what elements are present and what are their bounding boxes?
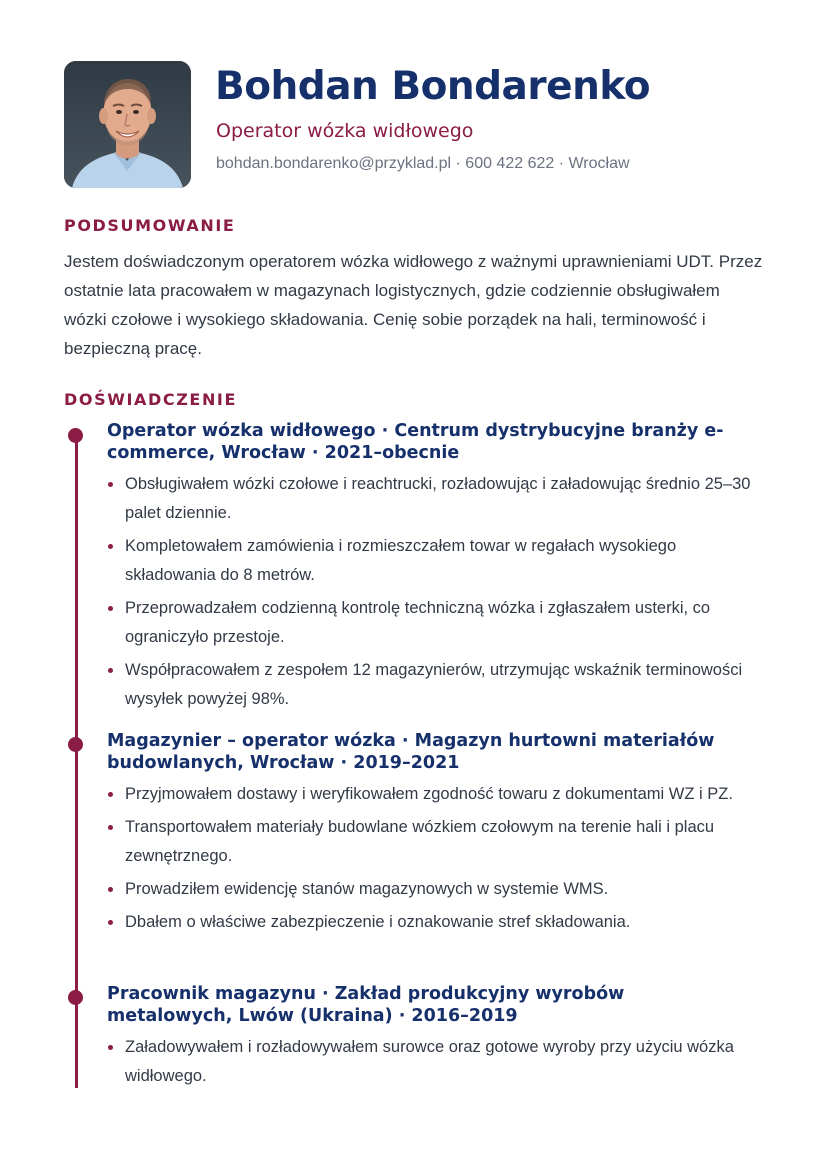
- job-title: Magazynier – operator wózka · Magazyn hurtowni materiałów budowlanych, Wrocław · 2019–2021: [107, 731, 715, 773]
- portrait-illustration: [64, 61, 191, 188]
- job-entry: [107, 983, 767, 1095]
- job-bullets: [107, 1033, 767, 1091]
- bullet-icon: [108, 606, 113, 611]
- bullet-text: Dbałem o właściwe zabezpieczenie i oznakowanie stref składowania.: [125, 913, 631, 931]
- bullet-icon: [108, 482, 113, 487]
- timeline-dot: [68, 990, 83, 1005]
- experience-heading: DOŚWIADCZENIE: [64, 390, 238, 409]
- profile-photo: [64, 61, 191, 188]
- bullet-icon: [108, 887, 113, 892]
- bullet-text: Przyjmowałem dostawy i weryfikowałem zgodność towaru z dokumentami WZ i PZ.: [125, 785, 733, 803]
- timeline-dot: [68, 737, 83, 752]
- timeline-dot: [68, 428, 83, 443]
- list-item: [107, 594, 767, 652]
- contact-line: bohdan.bondarenko@przyklad.pl · 600 422 622 · Wrocław: [216, 155, 630, 172]
- bullet-text: Kompletowałem zamówienia i rozmieszczałem towar w regałach wysokiego składowania do 8 metrów.: [125, 537, 677, 584]
- list-item: [107, 1033, 767, 1091]
- summary-text: Jestem doświadczonym operatorem wózka widłowego z ważnymi uprawnieniami UDT. Przez ostatnie lata pracowałem w magazynach logistycznych, gdzie codziennie obsługiwałem wózki czołowe i wysokiego składowania. Cenię sobie porządek na hali, terminowość i bezpieczną pracę.: [64, 252, 763, 358]
- job-bullets: [107, 780, 767, 937]
- bullet-text: Obsługiwałem wózki czołowe i reachtrucki, rozładowując i załadowując średnio 25–30 palet dziennie.: [125, 475, 751, 522]
- bullet-icon: [108, 825, 113, 830]
- list-item: [107, 908, 767, 937]
- list-item: [107, 780, 767, 809]
- bullet-text: Załadowywałem i rozładowywałem surowce oraz gotowe wyroby przy użyciu wózka widłowego.: [125, 1038, 734, 1085]
- bullet-text: Prowadziłem ewidencję stanów magazynowych w systemie WMS.: [125, 880, 609, 898]
- job-entry: [107, 420, 767, 718]
- list-item: [107, 875, 767, 904]
- bullet-icon: [108, 920, 113, 925]
- bullet-icon: [108, 792, 113, 797]
- list-item: [107, 813, 767, 871]
- bullet-text: Przeprowadzałem codzienną kontrolę techniczną wózka i zgłaszałem usterki, co ograniczyło przestoje.: [125, 599, 711, 646]
- bullet-text: Transportowałem materiały budowlane wózkiem czołowym na terenie hali i placu zewnętrznego.: [125, 818, 715, 865]
- candidate-name: Bohdan Bondarenko: [215, 64, 651, 109]
- bullet-text: Współpracowałem z zespołem 12 magazynierów, utrzymując wskaźnik terminowości wysyłek powyżej 98%.: [125, 661, 743, 708]
- summary-heading: PODSUMOWANIE: [64, 216, 236, 235]
- job-title: Operator wózka widłowego · Centrum dystrybucyjne branży e-commerce, Wrocław · 2021–obecnie: [107, 421, 724, 463]
- bullet-icon: [108, 544, 113, 549]
- list-item: [107, 532, 767, 590]
- candidate-role: Operator wózka widłowego: [216, 120, 474, 142]
- list-item: [107, 470, 767, 528]
- job-bullets: [107, 470, 767, 714]
- bullet-icon: [108, 668, 113, 673]
- job-entry: [107, 730, 767, 941]
- bullet-icon: [108, 1045, 113, 1050]
- job-title: Pracownik magazynu · Zakład produkcyjny wyrobów metalowych, Lwów (Ukraina) · 2016–2019: [107, 984, 625, 1026]
- list-item: [107, 656, 767, 714]
